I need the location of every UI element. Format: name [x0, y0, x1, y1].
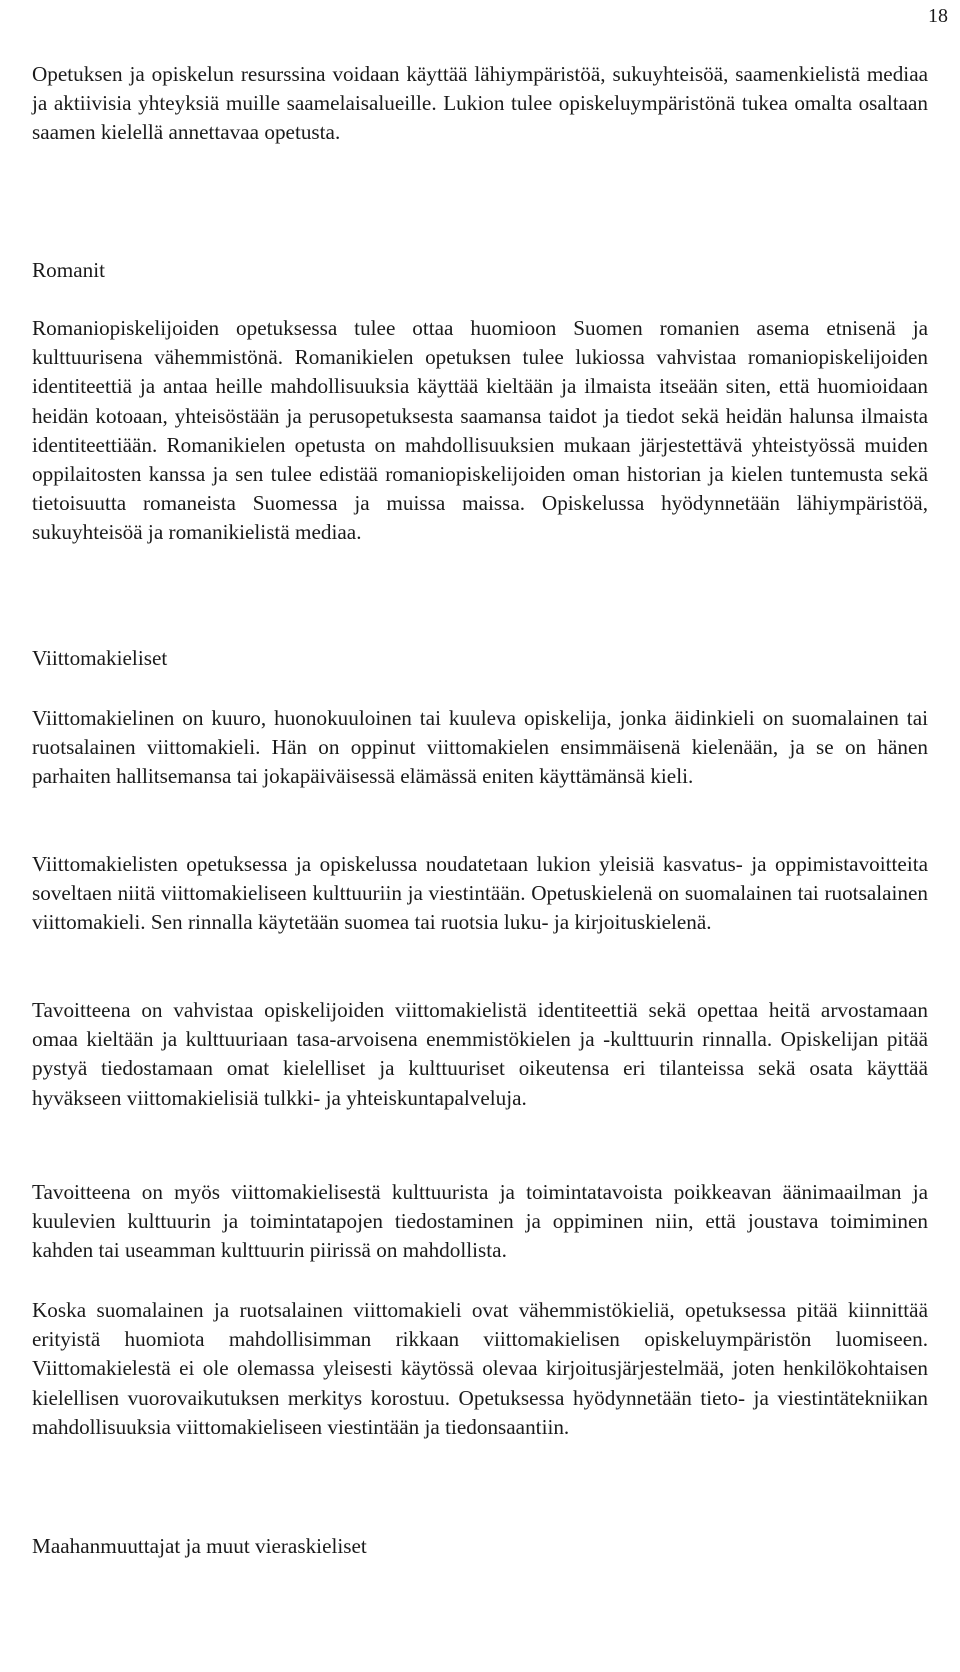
section-heading-maahanmuuttajat: Maahanmuuttajat ja muut vieraskieliset: [32, 1534, 367, 1558]
section-heading-viittomakieliset: Viittomakieliset: [32, 646, 168, 670]
viittomakieliset-paragraph-5: Koska suomalainen ja ruotsalainen viittomakieli ovat vähemmistökieliä, opetuksessa pitää kiinnittää erityistä huomiota mahdollisimman rikkaan viittomakielisen opiskeluympäristön luomiseen. Viittomakielestä ei ole olemassa yleisesti käytössä olevaa kirjoitusjärjestelmää, joten henkilökohtaisen kielellisen vuorovaikutuksen merkitys korostuu. Opetuksessa hyödynnetään tieto- ja viestintätekniikan mahdollisuuksia viittomakieliseen viestintään ja tiedonsaantiin.: [32, 1298, 928, 1439]
viittomakieliset-paragraph-2: Viittomakielisten opetuksessa ja opiskelussa noudatetaan lukion yleisiä kasvatus- ja oppimistavoitteita soveltaen niitä viittomakieliseen kulttuuriin ja viestintään. Opetuskielenä on suomalainen tai ruotsalainen viittomakieli. Sen rinnalla käytetään suomea tai ruotsia luku- ja kirjoituskielenä.: [32, 852, 928, 935]
romanit-paragraph: Romaniopiskelijoiden opetuksessa tulee ottaa huomioon Suomen romanien asema etnisenä ja kulttuurisena vähemmistönä. Romanikielen opetuksen tulee lukiossa vahvistaa romaniopiskelijoiden identiteettiä ja antaa heille mahdollisuuksia käyttää kieltään ja ilmaista itseään siten, että huomioidaan heidän kotoaan, yhteisöstään ja perusopetuksesta saamansa taidot ja tiedot sekä heidän halunsa ilmaista identiteettiään. Romanikielen opetusta on mahdollisuuksien mukaan järjestettävä yhteistyössä muiden oppilaitosten kanssa ja sen tulee edistää romaniopiskelijoiden oman historian ja kielen tuntemusta sekä tietoisuutta romaneista Suomessa ja muissa maissa. Opiskelussa hyödynnetään lähiympäristöä, sukuyhteisöä ja romanikielistä mediaa.: [32, 316, 928, 545]
viittomakieliset-paragraph-4: Tavoitteena on myös viittomakielisestä kulttuurista ja toimintatavoista poikkeavan äänimaailman ja kuulevien kulttuurin ja toimintatapojen tiedostaminen ja oppiminen niin, että joustava toimiminen kahden tai useamman kulttuurin piirissä on mahdollista.: [32, 1180, 928, 1263]
viittomakieliset-paragraph-1: Viittomakielinen on kuuro, huonokuuloinen tai kuuleva opiskelija, jonka äidinkieli on suomalainen tai ruotsalainen viittomakieli. Hän on oppinut viittomakielen ensimmäisenä kielenään, ja se on hänen parhaiten hallitsemansa tai jokapäiväisessä elämässä eniten käyttämänsä kieli.: [32, 706, 928, 789]
page-number: 18: [928, 5, 948, 27]
viittomakieliset-paragraph-3: Tavoitteena on vahvistaa opiskelijoiden viittomakielistä identiteettiä sekä opettaa heitä arvostamaan omaa kieltään ja kulttuuriaan tasa-arvoisena enemmistökielen ja -kulttuurin rinnalla. Opiskelijan pitää pystyä tiedostamaan omat kielelliset ja kulttuuriset oikeutensa eri tilanteissa sekä osata käyttää hyväkseen viittomakielisiä tulkki- ja yhteiskuntapalveluja.: [32, 998, 928, 1110]
intro-paragraph: Opetuksen ja opiskelun resurssina voidaan käyttää lähiympäristöä, sukuyhteisöä, saamenkielistä mediaa ja aktiivisia yhteyksiä muille saamelaisalueille. Lukion tulee opiskeluympäristönä tukea omalta osaltaan saamen kielellä annettavaa opetusta.: [32, 62, 928, 145]
section-heading-romanit: Romanit: [32, 258, 105, 282]
